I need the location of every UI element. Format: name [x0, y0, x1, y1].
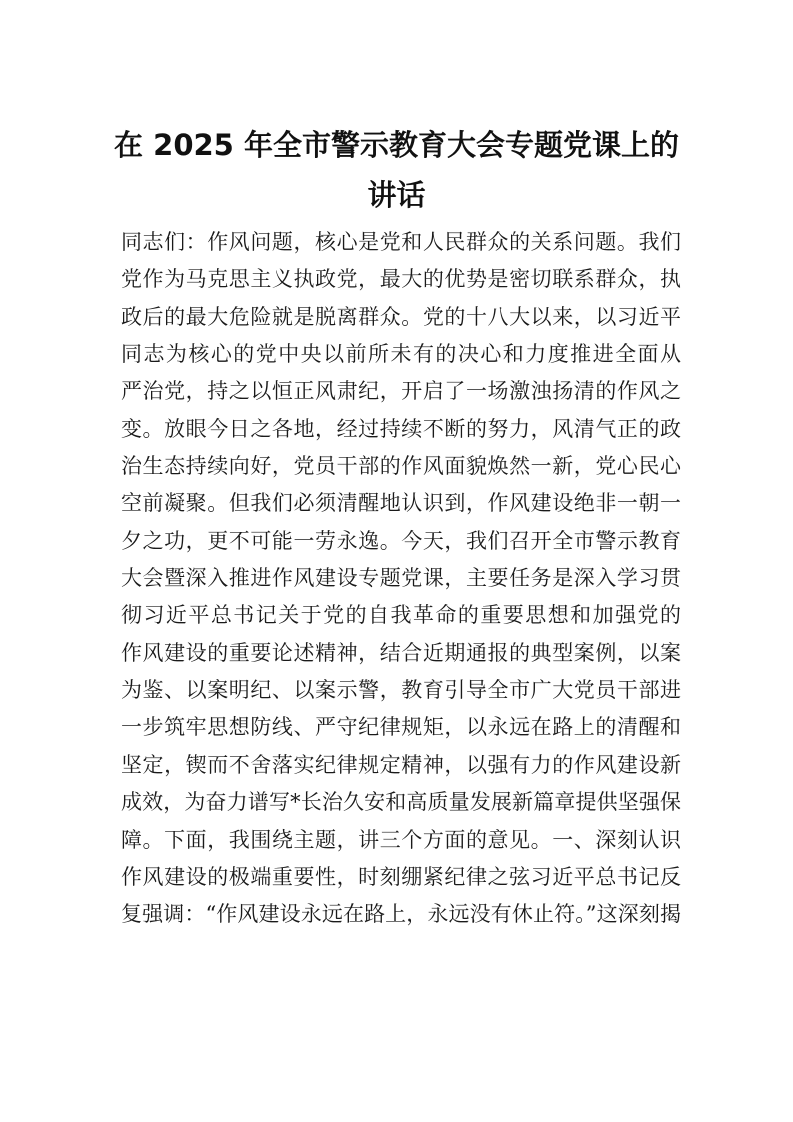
body-line: 治生态持续向好，党员干部的作风面貌焕然一新，党心民心	[121, 454, 681, 479]
body-line: 作风建设的极端重要性，时刻绷紧纪律之弦习近平总书记反	[121, 864, 681, 889]
body-line: 夕之功，更不可能一劳永逸。今天，我们召开全市警示教育	[121, 528, 681, 553]
body-line: 严治党，持之以恒正风肃纪，开启了一场激浊扬清的作风之	[121, 379, 681, 404]
body-line: 成效，为奋力谱写*长治久安和高质量发展新篇章提供坚强保	[121, 790, 681, 815]
document-title	[110, 120, 683, 220]
title-line-2: 讲话	[367, 178, 426, 212]
body-line: 为鉴、以案明纪、以案示警，教育引导全市广大党员干部进	[121, 678, 681, 703]
body-line: 同志们：作风问题，核心是党和人民群众的关系问题。我们	[121, 230, 681, 254]
body-line: 一步筑牢思想防线、严守纪律规矩，以永远在路上的清醒和	[121, 715, 681, 740]
body-line: 彻习近平总书记关于党的自我革命的重要思想和加强党的	[121, 603, 681, 628]
body-line: 政后的最大危险就是脱离群众。党的十八大以来，以习近平	[121, 304, 681, 329]
title-line-1: 在 2025 年全市警示教育大会专题党课上的	[114, 128, 679, 162]
body-line: 空前凝聚。但我们必须清醒地认识到，作风建设绝非一朝一	[121, 491, 681, 516]
body-line: 大会暨深入推进作风建设专题党课，主要任务是深入学习贯	[121, 566, 681, 591]
body-line: 变。放眼今日之各地，经过持续不断的努力，风清气正的政	[121, 416, 681, 441]
document-body	[121, 224, 681, 934]
body-line: 党作为马克思主义执政党，最大的优势是密切联系群众，执	[121, 267, 681, 292]
body-line: 复强调：“作风建设永远在路上，永远没有休止符。”这深刻揭	[121, 902, 681, 927]
body-line: 坚定，锲而不舍落实纪律规定精神，以强有力的作风建设新	[121, 752, 681, 777]
body-line: 作风建设的重要论述精神，结合近期通报的典型案例，以案	[121, 640, 681, 665]
body-line: 障。下面，我围绕主题，讲三个方面的意见。一、深刻认识	[121, 827, 681, 852]
body-line: 同志为核心的党中央以前所未有的决心和力度推进全面从	[121, 342, 681, 367]
